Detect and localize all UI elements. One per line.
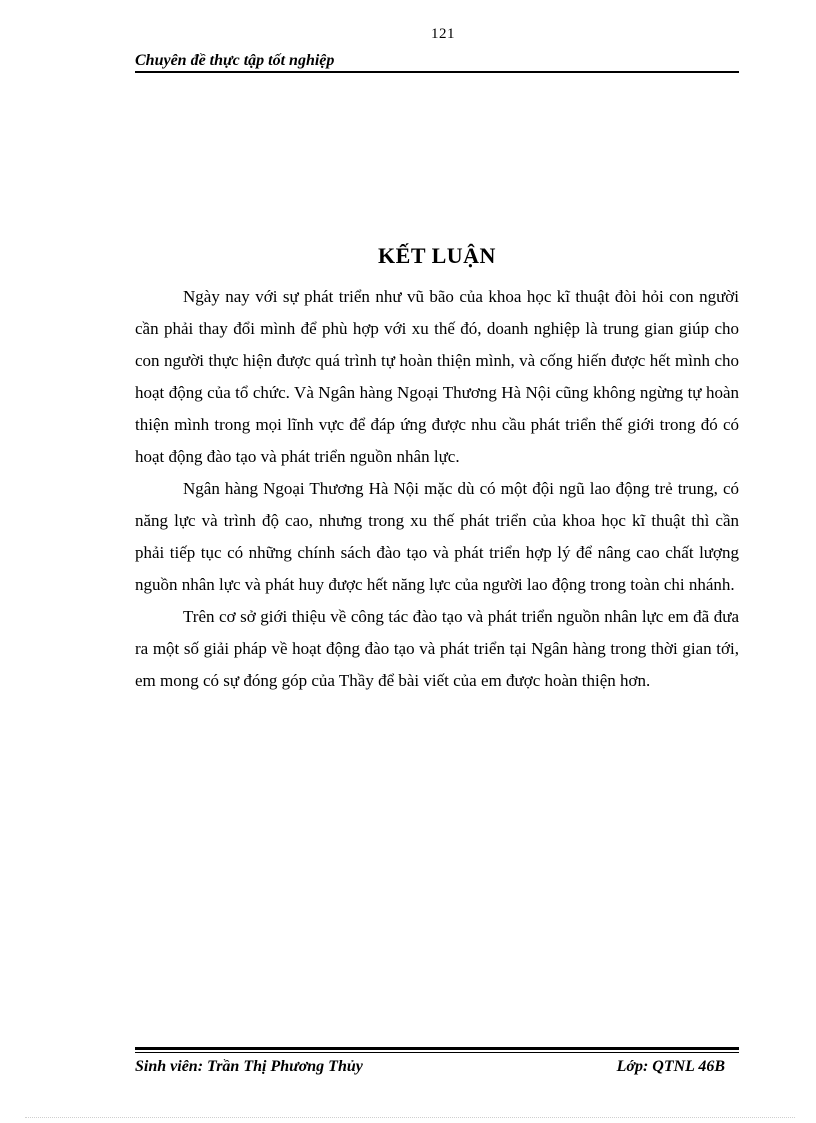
page-footer (135, 1047, 739, 1077)
footer-class: Lớp: QTNL 46B (616, 1058, 725, 1075)
section-heading: KẾT LUẬN (378, 243, 496, 268)
paragraph-2: Ngân hàng Ngoại Thương Hà Nội mặc dù có một đội ngũ lao động trẻ trung, có năng lực và trình độ cao, nhưng trong xu thế phát triển của khoa học kĩ thuật thì cần phải tiếp tục có những chính sách đào tạo và phát triển hợp lý để nâng cao chất lượng nguồn nhân lực và phát huy được hết năng lực của người lao động trong toàn chi nhánh. (135, 479, 739, 594)
page-bottom-edge (25, 1117, 795, 1118)
footer-divider-thin (135, 1052, 739, 1053)
footer-student: Sinh viên: Trần Thị Phương Thủy (135, 1058, 363, 1075)
header-title: Chuyên đề thực tập tốt nghiệp (135, 52, 335, 69)
paragraph-3: Trên cơ sở giới thiệu về công tác đào tạo và phát triển nguồn nhân lực em đã đưa ra một số giải pháp về hoạt động đào tạo và phát triển tại Ngân hàng trong thời gian tới, em mong có sự đóng góp của Thầy để bài viết của em được hoàn thiện hơn. (135, 607, 739, 690)
page-header (135, 50, 739, 73)
footer-divider-thick (135, 1047, 739, 1050)
paragraph-1: Ngày nay với sự phát triển như vũ bão của khoa học kĩ thuật đòi hỏi con người cần phải thay đổi mình để phù hợp với xu thế đó, doanh nghiệp là trung gian giúp cho con người thực hiện được quá trình tự hoàn thiện mình, và cống hiến được hết mình cho hoạt động của tổ chức. Và Ngân hàng Ngoại Thương Hà Nội cũng không ngừng tự hoàn thiện mình trong mọi lĩnh vực để đáp ứng được nhu cầu phát triển thế giới trong đó có hoạt động đào tạo và phát triển nguồn nhân lực. (135, 287, 739, 466)
footer-row (135, 1057, 739, 1077)
page-number: 121 (431, 26, 455, 42)
document-body (135, 240, 739, 697)
